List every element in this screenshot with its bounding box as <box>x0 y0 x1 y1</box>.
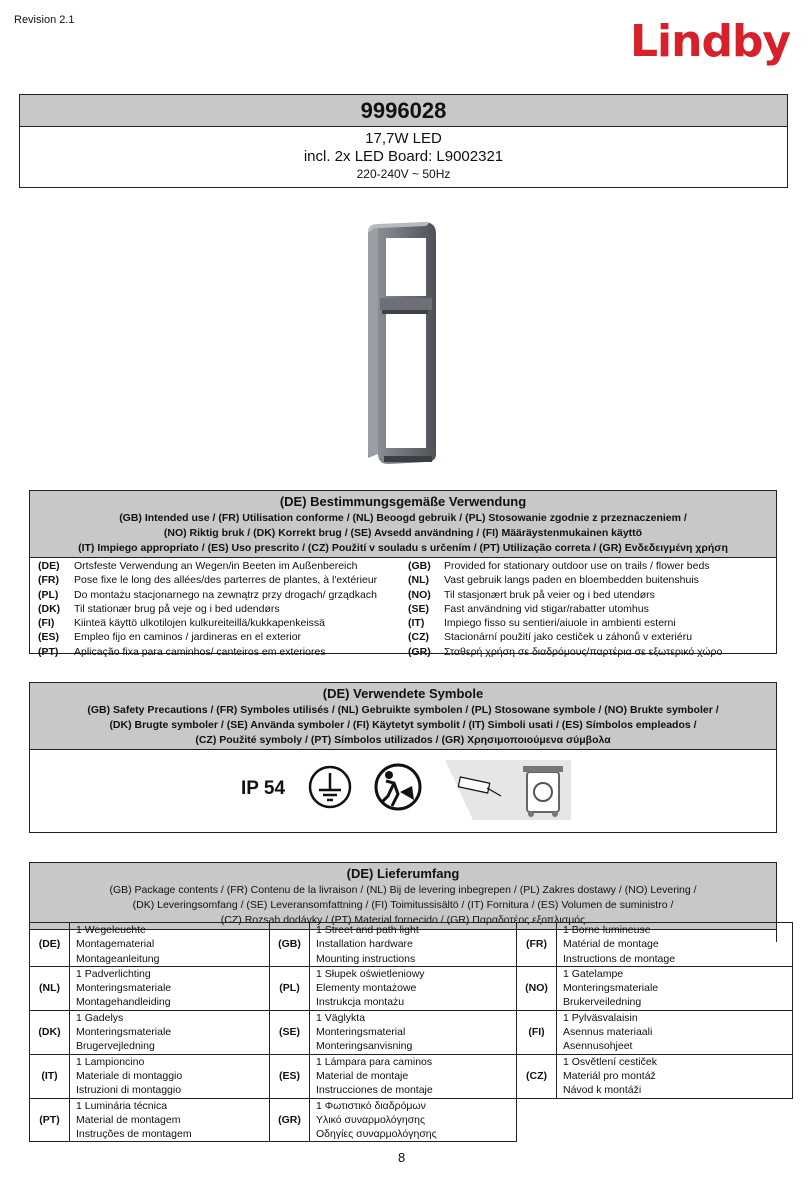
intended-use-section <box>29 490 777 658</box>
intended-use-subtitle: (GB) Intended use / (FR) Utilisation conforme / (NL) Beoogd gebruik / (PL) Stosowanie zgodnie z przeznaczeniem / <box>119 512 687 524</box>
brand-logo: Lindby <box>630 16 791 67</box>
package-contents-title: (DE) Lieferumfang <box>346 866 460 881</box>
package-contents-subtitle: (CZ) Rozsah dodávky / (PT) Material fornecido / (GR) Παραδοτέος εξοπλισμός <box>220 914 586 926</box>
table-row: (DK) 1 Gadelys Monteringsmateriale Brugervejledning (SE) 1 Väglykta Monteringsmaterial Monteringsanvisning (FI) 1 Pylväsvalaisin Asennus materiaali Asennusohjeet <box>30 1010 793 1054</box>
protective-earth-icon <box>307 764 353 810</box>
page-number: 8 <box>398 1150 406 1165</box>
usage-row: (DE) Ortsfeste Verwendung an Wegen/in Beeten im Außenbereich (GB) Provided for stationary outdoor use on trails / flower beds <box>38 560 710 572</box>
usage-row: (FI) Kiinteä käyttö ulkotilojen kulkureiteillä/kukkapenkeissä (IT) Impiego fisso su sentieri/aiuole in ambienti esterni <box>38 617 676 630</box>
product-image <box>360 218 450 468</box>
usage-row: (FR) Pose fixe le long des allées/des parterres de plantes, à l'extérieur (NL) Vast gebruik langs paden en bloembedden buitenshuis <box>38 574 699 587</box>
symbols-subtitle: (DK) Brugte symboler / (SE) Använda symboler / (FI) Käytetyt symbolit / (IT) Simboli usati / (ES) Símbolos empleados / <box>109 719 697 731</box>
package-contents-table <box>29 922 793 1142</box>
usage-row: (ES) Empleo fijo en caminos / jardineras en el exterior (CZ) Stacionární použití jako cestiček u záhonů v exteriéru <box>38 631 693 644</box>
package-contents-subtitle: (DK) Leveringsomfang / (SE) Leveransomfattning / (FI) Toimitussisältö / (IT) Fornitura / (ES) Volumen de suministro / <box>132 899 674 911</box>
package-contents-subtitle: (GB) Package contents / (FR) Contenu de la livraison / (NL) Bij de levering inbegrepen / (PL) Zakres dostawy / (NO) Levering / <box>109 884 697 896</box>
table-row: (IT) 1 Lampioncino Materiale di montaggio Istruzioni di montaggio (ES) 1 Lámpara para caminos Material de montaje Instrucciones de montaje (CZ) 1 Osvětlení cestiček Materiál pro montáž Návod k montáži <box>30 1054 793 1098</box>
product-title-box <box>19 94 788 188</box>
table-row: (DE) 1 Wegeleuchte Montagematerial Montageanleitung (GB) 1 Street and path light Installation hardware Mounting instructions (FR) 1 Borne lumineuse Matérial de montage Instructions de montage <box>30 923 793 967</box>
intended-use-title: (DE) Bestimmungsgemäße Verwendung <box>279 494 527 509</box>
symbols-section <box>29 682 777 833</box>
usage-row: (PT) Aplicação fixa para caminhos/ canteiros em exteriores (GR) Σταθερή χρήση σε διαδρόμους/παρτέρια σε εξωτερικό χώρο <box>38 645 723 658</box>
product-power: 17,7W LED <box>365 130 442 147</box>
table-row: (NL) 1 Padverlichting Monteringsmateriale Montagehandleiding (PL) 1 Słupek oświetleniowy Elementy montażowe Instrukcja montażu (NO) 1 Gatelampe Monteringsmateriale Brukerveiledning <box>30 966 793 1010</box>
usage-row: (DK) Til stationær brug på veje og i bed udendørs (SE) Fast användning vid stigar/rabatter utomhus <box>38 602 649 615</box>
hazard-warning-icon <box>372 762 424 812</box>
symbols-subtitle: (CZ) Použité symboly / (PT) Símbolos utilizados / (GR) Χρησιμοποιούμενα σύμβολα <box>195 734 611 746</box>
symbols-title: (DE) Verwendete Symbole <box>322 686 484 701</box>
product-code: 9996028 <box>20 95 787 127</box>
product-voltage: 220-240V ~ 50Hz <box>356 167 451 181</box>
revision-label: Revision 2.1 <box>14 14 75 26</box>
usage-row: (PL) Do montażu stacjonarnego na zewnątrz przy drogach/ grządkach (NO) Til stasjonært bruk på veier og i bed utendørs <box>38 588 655 601</box>
product-board: incl. 2x LED Board: L9002321 <box>303 148 504 165</box>
intended-use-subtitle: (NO) Riktig bruk / (DK) Korrekt brug / (SE) Avsedd användning / (FI) Määräystenmukainen käyttö <box>163 527 643 539</box>
symbols-subtitle: (GB) Safety Precautions / (FR) Symboles utilisés / (NL) Gebruikte symbolen / (PL) Stosowane symbole / (NO) Brukte symboler / <box>87 704 719 716</box>
recycling-disposal-icon <box>443 760 571 820</box>
ip-rating: IP 54 <box>241 778 286 799</box>
table-row: (PT) 1 Luminária técnica Material de montagem Instruções de montagem (GR) 1 Φωτιστικό διαδρόμων Υλικό συναρμολόγησης Οδηγίες συναρμολόγησης <box>30 1098 793 1142</box>
intended-use-subtitle: (IT) Impiego appropriato / (ES) Uso prescrito / (CZ) Použití v souladu s určením / (PT) Utilização correta / (GR) Ενδεδειγμένη χρήση <box>78 542 728 554</box>
